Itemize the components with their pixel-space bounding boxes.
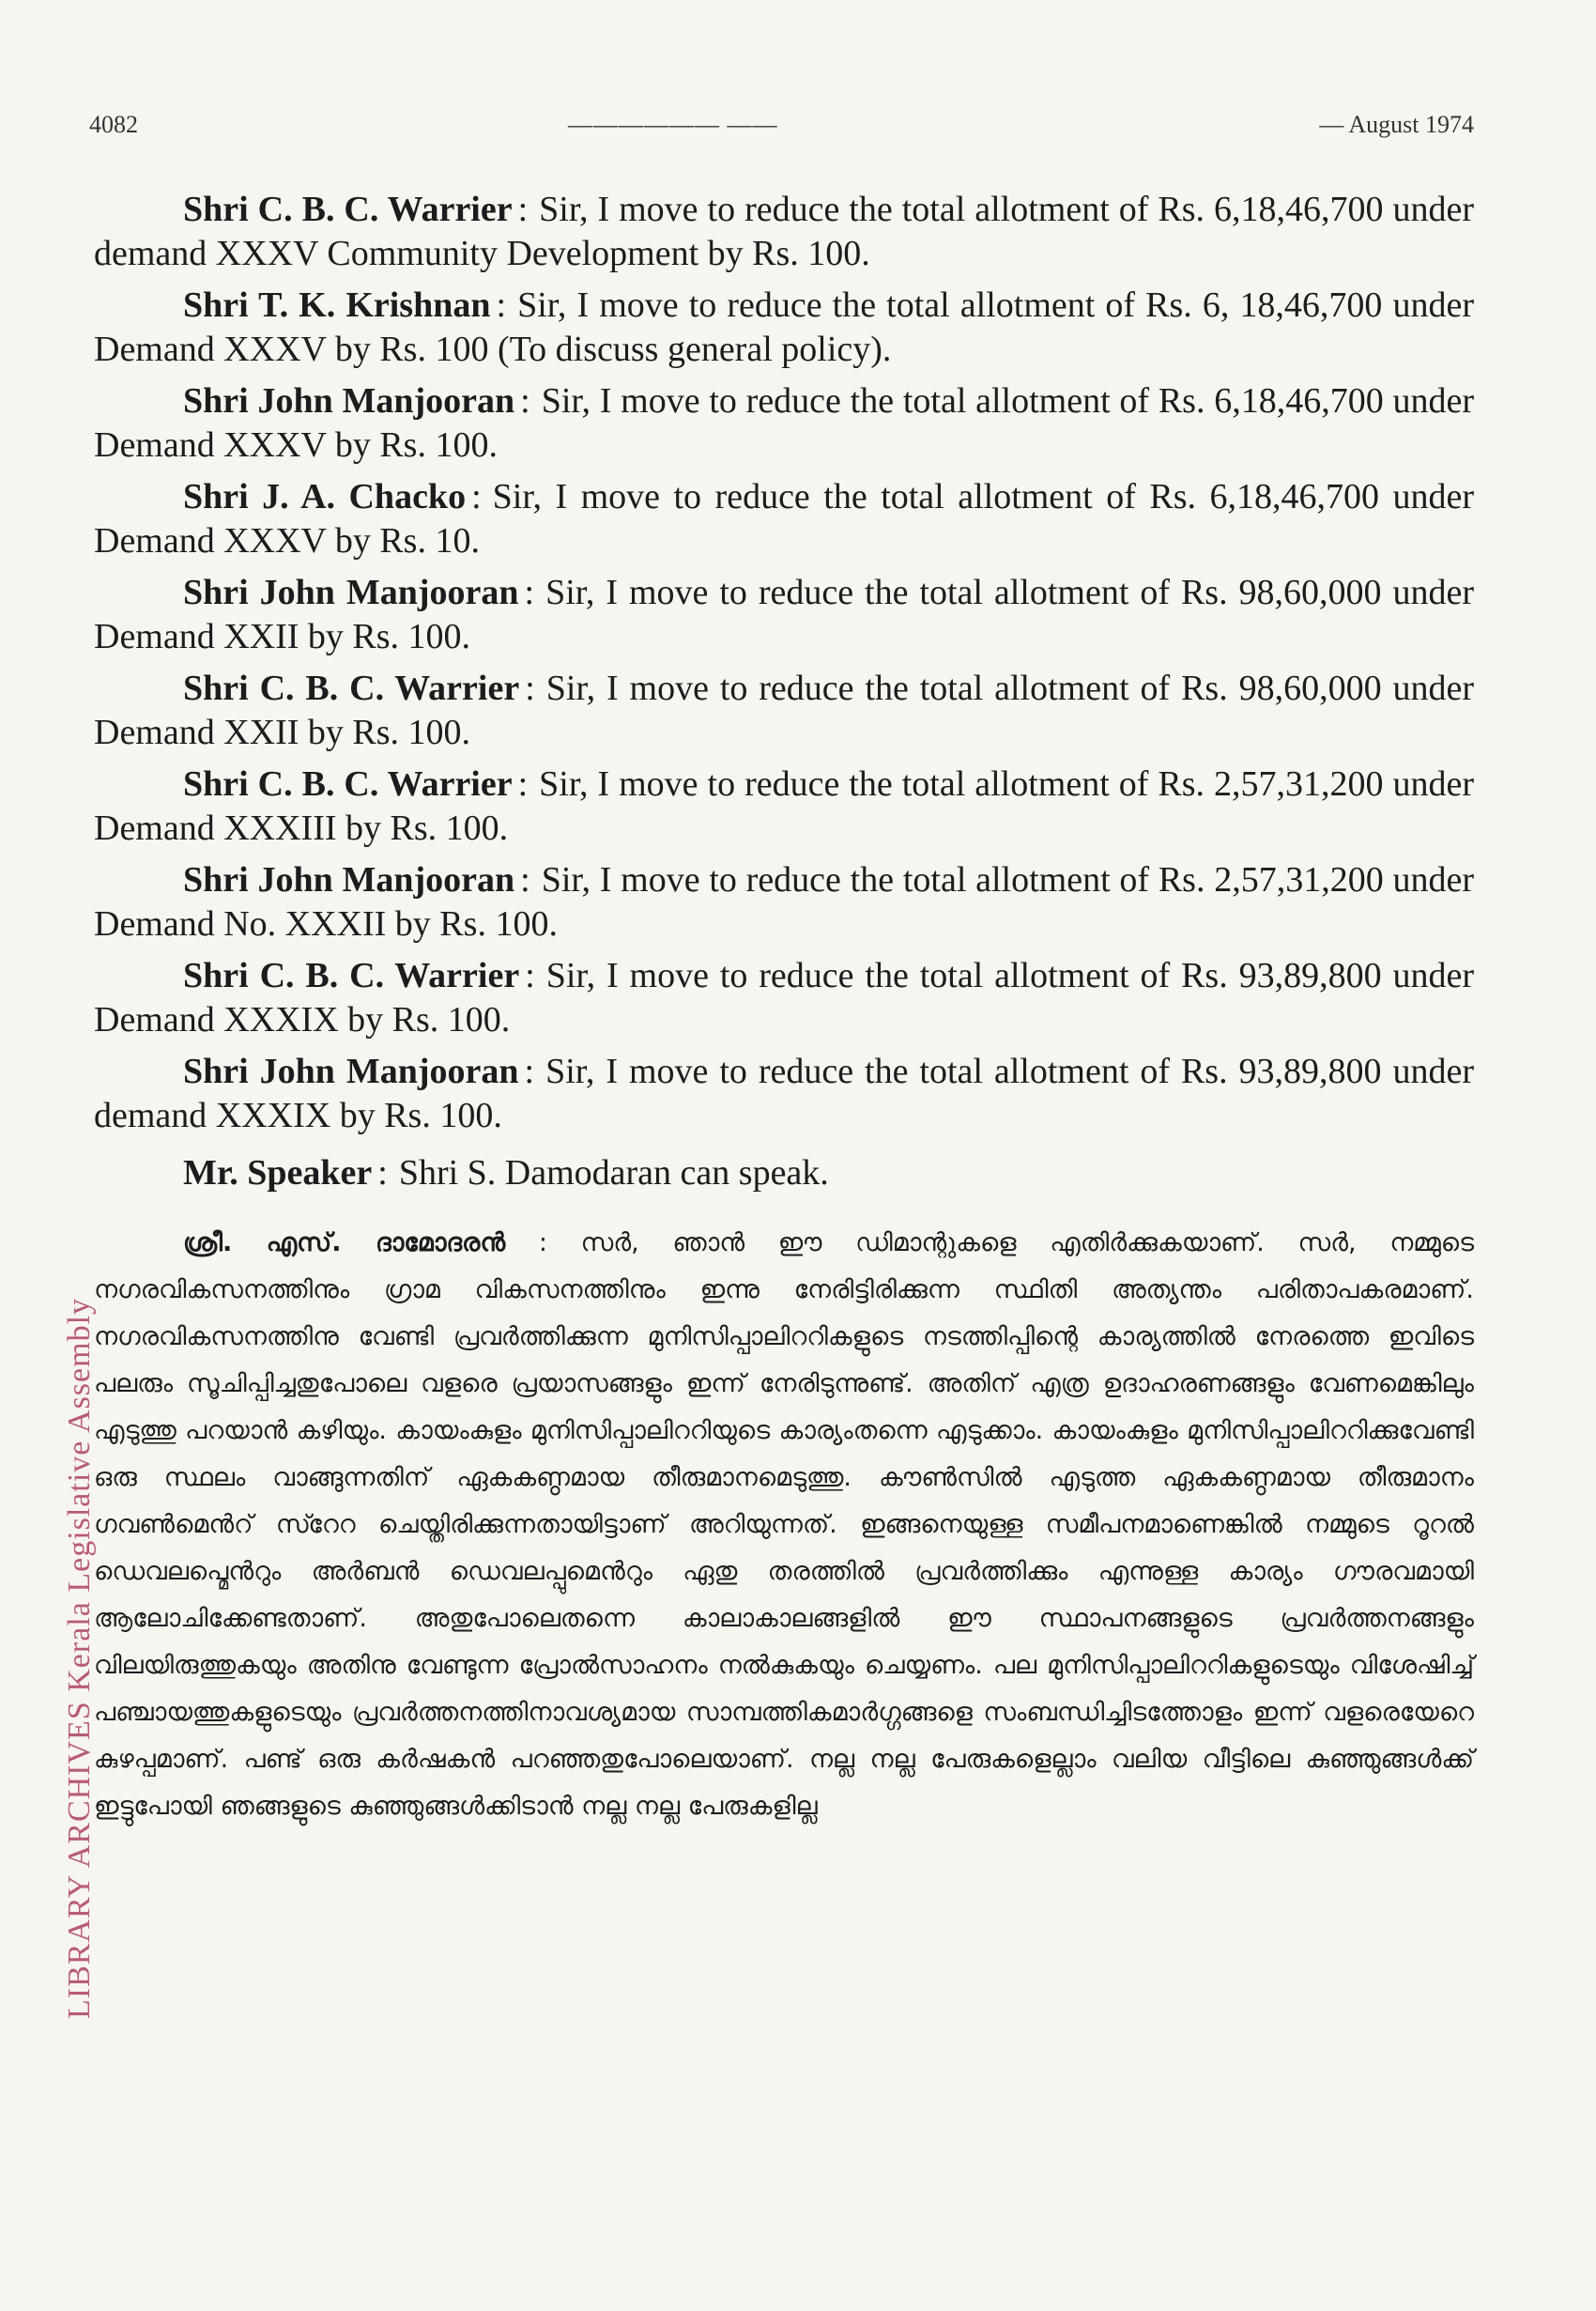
motion-text: Sir, I move to reduce the total allotment of Rs. 2,57,31,200 under Demand No. XXXII by Rs. 100. (94, 860, 1474, 944)
ruling-text: Shri S. Damodaran can speak. (398, 1153, 829, 1193)
speaker-name: Shri John Manjooran (183, 1052, 519, 1091)
speech-text: സർ, ഞാൻ ഈ ഡിമാന്റുകളെ എതിർക്കുകയാണ്. സർ, നമ്മുടെ നഗരവികസനത്തിനും ഗ്രാമ വികസനത്തിനും ഇന്നു നേരിട്ടിരിക്കുന്ന സ്ഥിതി അത്യന്തം പരിതാപകരമാണ്. നഗരവികസനത്തിനു വേണ്ടി പ്രവർത്തിക്കുന്ന മുനിസിപ്പാലിററികളുടെ നടത്തിപ്പിന്റെ കാര്യത്തിൽ നേരത്തെ ഇവിടെ പലരും സൂചിപ്പിച്ചതുപോലെ വളരെ പ്രയാസങ്ങളും ഇന്ന് നേരിടുന്നുണ്ട്. അതിന് എത്ര ഉദാഹരണങ്ങളും വേണമെങ്കിലും എടുത്തു പറയാൻ കഴിയും. കായംകുളം മുനിസിപ്പാലിററിയുടെ കാര്യംതന്നെ എടുക്കാം. കായംകുളം മുനിസിപ്പാലിററിക്കുവേണ്ടി ഒരു സ്ഥലം വാങ്ങുന്നതിന് ഏകകണ്ഠമായ തീരുമാനമെടുത്തു. കൗൺസിൽ എടുത്ത ഏകകണ്ഠമായ തീരുമാനം ഗവൺമെൻറ് സ്റേറ ചെയ്തിരിക്കുന്നതായിട്ടാണ് അറിയുന്നത്. ഇങ്ങനെയുള്ള സമീപനമാണെങ്കിൽ നമ്മുടെ റൂറൽ ഡെവലപ്മെൻറും അർബൻ ഡെവലപ്പുമെൻറും ഏതു തരത്തിൽ പ്രവർത്തിക്കും എന്നുള്ള കാര്യം ഗൗരവമായി ആലോചിക്കേണ്ടതാണ്. അതുപോലെതന്നെ കാലാകാലങ്ങളിൽ ഈ സ്ഥാപനങ്ങളുടെ പ്രവർത്തനങ്ങളും വിലയിരുത്തുകയും അതിനു വേണ്ടുന്ന പ്രോൽസാഹനം നൽകുകയും ചെയ്യണം. പല മുനിസിപ്പാലിററികളുടെയും വിശേഷിച്ച് പഞ്ചായത്തുകളുടെയും പ്രവർത്തനത്തിനാവശ്യമായ സാമ്പത്തികമാർഗ്ഗങ്ങളെ സംബന്ധിച്ചിടത്തോളം ഇന്ന് വളരെയേറെ കുഴപ്പമാണ്. പണ്ട് ഒരു കർഷകൻ പറഞ്ഞതുപോലെയാണ്. നല്ല നല്ല പേരുകളെല്ലാം വലിയ വീട്ടിലെ കുഞ്ഞുങ്ങൾക്ക് ഇട്ടുപോയി ഞങ്ങളുടെ കുഞ്ഞുങ്ങൾക്കിടാൻ നല്ല നല്ല പേരുകളില്ല (94, 1228, 1474, 1821)
speaker-name: Shri T. K. Krishnan (183, 285, 491, 325)
motion-paragraph: Shri C. B. C. Warrier : Sir, I move to reduce the total allotment of Rs. 98,60,000 under Demand XXII by Rs. 100. (94, 669, 1474, 752)
speaker-name: Shri J. A. Chacko (183, 477, 467, 516)
speaker-name: Mr. Speaker (183, 1153, 373, 1193)
speaker-name: Shri C. B. C. Warrier (183, 764, 513, 804)
motion-paragraph: Shri C. B. C. Warrier : Sir, I move to reduce the total allotment of Rs. 93,89,800 under Demand XXXIX by Rs. 100. (94, 956, 1474, 1040)
speaker-name: Shri C. B. C. Warrier (183, 190, 513, 229)
speaker-name: ശ്രീ. എസ്. ദാമോദരൻ (183, 1228, 506, 1257)
motion-text: Sir, I move to reduce the total allotment of Rs. 6,18,46,700 under Demand XXXV by Rs. 100. (94, 381, 1474, 465)
archive-stamp: LIBRARY ARCHIVES Kerala Legislative Assembly (62, 1297, 97, 2019)
speaker-ruling: Mr. Speaker : Shri S. Damodaran can speak. (183, 1153, 829, 1193)
motion-paragraph: Shri J. A. Chacko : Sir, I move to reduce the total allotment of Rs. 6,18,46,700 under Demand XXXV by Rs. 10. (94, 477, 1474, 561)
motion-text: Sir, I move to reduce the total allotment of Rs. 2,57,31,200 under Demand XXXIII by Rs. 100. (94, 764, 1474, 848)
motion-paragraph: Shri John Manjooran : Sir, I move to reduce the total allotment of Rs. 6,18,46,700 under Demand XXXV by Rs. 100. (94, 381, 1474, 465)
motion-text: Sir, I move to reduce the total allotment of Rs. 6,18,46,700 under demand XXXV Community Development by Rs. 100. (94, 190, 1474, 273)
motion-paragraph: Shri T. K. Krishnan : Sir, I move to reduce the total allotment of Rs. 6, 18,46,700 under Demand XXXV by Rs. 100 (To discuss general policy). (94, 285, 1474, 369)
motion-text: Sir, I move to reduce the total allotment of Rs. 6,18,46,700 under Demand XXXV by Rs. 10. (94, 477, 1474, 561)
motion-paragraph: Shri C. B. C. Warrier : Sir, I move to reduce the total allotment of Rs. 2,57,31,200 under Demand XXXIII by Rs. 100. (94, 764, 1474, 848)
speaker-name: Shri John Manjooran (183, 381, 515, 421)
speaker-name: Shri C. B. C. Warrier (183, 956, 520, 995)
motion-paragraph: Shri John Manjooran : Sir, I move to reduce the total allotment of Rs. 98,60,000 under Demand XXII by Rs. 100. (94, 573, 1474, 656)
motion-text: Sir, I move to reduce the total allotment of Rs. 93,89,800 under Demand XXXIX by Rs. 100. (94, 956, 1474, 1040)
running-head (89, 111, 1474, 139)
running-head-date: — August 1974 (1319, 111, 1474, 138)
motion-text: Sir, I move to reduce the total allotment of Rs. 6, 18,46,700 under Demand XXXV by Rs. 100 (To discuss general policy). (94, 285, 1474, 369)
proceedings-body (94, 188, 1474, 1830)
malayalam-speech: ശ്രീ. എസ്. ദാമോദരൻ : സർ, ഞാൻ ഈ ഡിമാന്റുകളെ എതിർക്കുകയാണ്. സർ, നമ്മുടെ നഗരവികസനത്തിനും ഗ്രാമ വികസനത്തിനും ഇന്നു നേരിട്ടിരിക്കുന്ന സ്ഥിതി അത്യന്തം പരിതാപകരമാണ്. നഗരവികസനത്തിനു വേണ്ടി പ്രവർത്തിക്കുന്ന മുനിസിപ്പാലിററികളുടെ നടത്തിപ്പിന്റെ കാര്യത്തിൽ നേരത്തെ ഇവിടെ പലരും സൂചിപ്പിച്ചതുപോലെ വളരെ പ്രയാസങ്ങളും ഇന്ന് നേരിടുന്നുണ്ട്. അതിന് എത്ര ഉദാഹരണങ്ങളും വേണമെങ്കിലും എടുത്തു പറയാൻ കഴിയും. കായംകുളം മുനിസിപ്പാലിററിയുടെ കാര്യംതന്നെ എടുക്കാം. കായംകുളം മുനിസിപ്പാലിററിക്കുവേണ്ടി ഒരു സ്ഥലം വാങ്ങുന്നതിന് ഏകകണ്ഠമായ തീരുമാനമെടുത്തു. കൗൺസിൽ എടുത്ത ഏകകണ്ഠമായ തീരുമാനം ഗവൺമെൻറ് സ്റേറ ചെയ്തിരിക്കുന്നതായിട്ടാണ് അറിയുന്നത്. ഇങ്ങനെയുള്ള സമീപനമാണെങ്കിൽ നമ്മുടെ റൂറൽ ഡെവലപ്മെൻറും അർബൻ ഡെവലപ്പുമെൻറും ഏതു തരത്തിൽ പ്രവർത്തിക്കും എന്നുള്ള കാര്യം ഗൗരവമായി ആലോചിക്കേണ്ടതാണ്. അതുപോലെതന്നെ കാലാകാലങ്ങളിൽ ഈ സ്ഥാപനങ്ങളുടെ പ്രവർത്തനങ്ങളും വിലയിരുത്തുകയും അതിനു വേണ്ടുന്ന പ്രോൽസാഹനം നൽകുകയും ചെയ്യണം. പല മുനിസിപ്പാലിററികളുടെയും വിശേഷിച്ച് പഞ്ചായത്തുകളുടെയും പ്രവർത്തനത്തിനാവശ്യമായ സാമ്പത്തികമാർഗ്ഗങ്ങളെ സംബന്ധിച്ചിടത്തോളം ഇന്ന് വളരെയേറെ കുഴപ്പമാണ്. പണ്ട് ഒരു കർഷകൻ പറഞ്ഞതുപോലെയാണ്. നല്ല നല്ല പേരുകളെല്ലാം വലിയ വീട്ടിലെ കുഞ്ഞുങ്ങൾക്ക് ഇട്ടുപോയി ഞങ്ങളുടെ കുഞ്ഞുങ്ങൾക്കിടാൻ നല്ല നല്ല പേരുകളില്ല (94, 1228, 1474, 1821)
motion-paragraph: Shri C. B. C. Warrier : Sir, I move to reduce the total allotment of Rs. 6,18,46,700 under demand XXXV Community Development by Rs. 100. (94, 190, 1474, 273)
speaker-name: Shri C. B. C. Warrier (183, 669, 520, 708)
running-head-center: —————— —— (568, 111, 778, 138)
motion-text: Sir, I move to reduce the total allotment of Rs. 98,60,000 under Demand XXII by Rs. 100. (94, 573, 1474, 656)
speaker-name: Shri John Manjooran (183, 573, 519, 612)
motion-paragraph: Shri John Manjooran : Sir, I move to reduce the total allotment of Rs. 93,89,800 under demand XXXIX by Rs. 100. (94, 1052, 1474, 1135)
speaker-name: Shri John Manjooran (183, 860, 515, 900)
motion-paragraph: Shri John Manjooran : Sir, I move to reduce the total allotment of Rs. 2,57,31,200 under Demand No. XXXII by Rs. 100. (94, 860, 1474, 944)
page-number: 4082 (89, 111, 138, 138)
motion-text: Sir, I move to reduce the total allotment of Rs. 98,60,000 under Demand XXII by Rs. 100. (94, 669, 1474, 752)
motion-text: Sir, I move to reduce the total allotment of Rs. 93,89,800 under demand XXXIX by Rs. 100. (94, 1052, 1474, 1135)
